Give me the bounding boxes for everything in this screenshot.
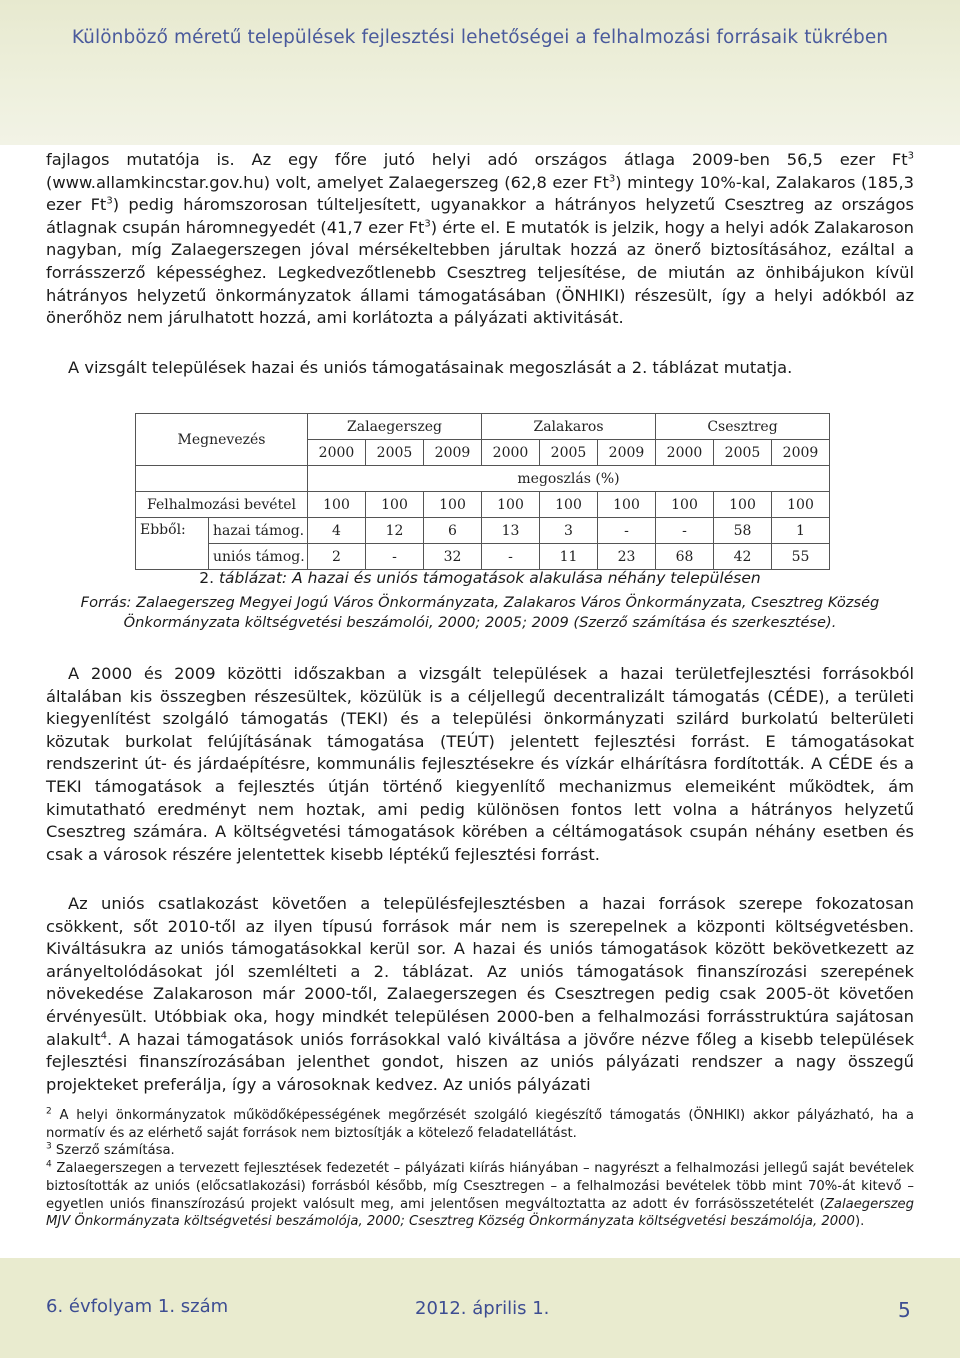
text-run: (www.allamkincstar.gov.hu) volt, amelyet Zalaegerszeg (62,8 ezer Ft [46, 172, 609, 192]
table-cell: 100 [366, 492, 424, 518]
table-cell: - [598, 518, 656, 544]
table-cell: 11 [540, 544, 598, 570]
footnote-ref: 3 [424, 218, 431, 230]
page-body [0, 145, 960, 1258]
table-year-cell: 2009 [424, 440, 482, 466]
footnote-number: 3 [46, 1142, 52, 1153]
footnote-number: 4 [46, 1159, 52, 1170]
running-title: Különböző méretű települések fejlesztési lehetőségei a felhalmozási forrásaik tükrében [71, 27, 889, 48]
table-cell: 6 [424, 518, 482, 544]
footnotes [46, 1107, 914, 1231]
paragraph-2: A vizsgált települések hazai és uniós támogatásainak megoszlását a 2. táblázat mutatja. [68, 358, 793, 377]
footnote-ref: 3 [106, 195, 113, 207]
table-row [136, 544, 830, 570]
table-town-header: Zalakaros [482, 414, 656, 440]
table-cell: 100 [482, 492, 540, 518]
table-source [46, 593, 914, 633]
footnote-ref: 4 [100, 1030, 108, 1042]
footnote-text: ). [854, 1214, 865, 1230]
paragraph-4 [46, 893, 914, 1096]
table-row [136, 518, 830, 544]
footnote-text: Zalaegerszegen a tervezett fejlesztések fedezetét – pályázati kiírás hiányában – nagyrészt a felhalmozási jellegű saját bevételek biztosították az uniós (előcsatlakozási) forrásból később, míg Csesztregen – a felhalmozási bevételek több mint 70%-át kitevő – egyetlen uniós finanszírozású projekt valósult meg, ami jelentősen megváltoztatta az adott év forrásösszetételét ( [46, 1161, 914, 1212]
source-text: Zalaegerszeg Megyei Jogú Város Önkormányzata, Zalakaros Város Önkormányzata, Csesztreg Község Önkormányzata költségvetési beszámolói, 2000; 2005; 2009 (Szerző számítása és szerkesztése). [123, 594, 880, 631]
table-row [136, 492, 830, 518]
text-run: ) érte el. E mutatók is jelzik, hogy a helyi adók Zalakaroson nagyban, míg Zalaegerszegen jóval mérsékeltebben járultak hozzá az önerő biztosításához, ezáltal a forrásszerző képességhez. Legkedvezőtlenebb Csesztreg teljesítése, de miután az önhibájukon kívül hátrányos helyzetű önkormányzatok állami támogatásában (ÖNHIKI) részesült, így a helyi adókból az önerőhöz nem járulhatott hozzá, ami korlátozta a pályázati aktivitását. [46, 217, 914, 328]
footnote-text: A helyi önkormányzatok működőképességének megőrzését szolgáló kiegészítő támogatás (ÖNHIKI) akkor pályázható, ha a normatív és az elérhető saját források nem biztosítják a kötelező feladatellátást. [46, 1108, 914, 1141]
table-year-cell: 2000 [656, 440, 714, 466]
footnote-ref: 3 [907, 150, 914, 162]
table-year-cell: 2000 [482, 440, 540, 466]
data-table [135, 413, 830, 570]
paragraph-1 [46, 149, 914, 330]
table-cell: 32 [424, 544, 482, 570]
table-caption [46, 569, 914, 587]
table-cell: 68 [656, 544, 714, 570]
table-year-cell: 2005 [714, 440, 772, 466]
text-run: Az uniós csatlakozást követően a településfejlesztésben a hazai források szerepe fokozatosan csökkent, sőt 2010-től az ilyen típusú források már nem is szerepelnek a központi költségvetésben. Kiváltásukra az uniós támogatásokkal kerül sor. A hazai és uniós támogatások között bekövetkezett az arányeltolódásokat jól szemlélteti a 2. táblázat. Az uniós támogatások finanszírozási szerepének növekedése Zalakaroson már 2000-től, Zalaegerszegen és Csesztregen pedig csak 2005-öt követően érvényesült. Utóbbiak oka, hogy mindkét településen 2000-ben a felhalmozási forrásstruktúra sajátosan alakult [46, 894, 914, 1049]
table-cell: 100 [714, 492, 772, 518]
footnote-2 [46, 1107, 914, 1142]
table-cell: 100 [540, 492, 598, 518]
footnote-ref: 3 [608, 173, 616, 185]
paragraph-3: A 2000 és 2009 közötti időszakban a vizsgált települések a hazai területfejlesztési forrásokból általában kis összegben részesültek, közülük is a céljellegű decentralizált támogatás (CÉDE), a területi kiegyenlítést szolgáló támogatás (TEKI) és a települési önkormányzati szilárd burkolatú belterületi közutak burkolat felújításának támogatása (TEÚT) jelentett fejlesztési forrást. E támogatásokat rendszerint út- és járdaépítésre, kommunális fejlesztésekre és vízkár elhárításra fordították. A CÉDE és a TEKI támogatások a fejlesztés útján történő kiegyenlítő mechanizmus elemeiként működtek, ám kimutatható eredményt nem hoztak, ami pedig különösen fontos lett volna a hátrányos helyzetű Csesztreg számára. A költségvetési támogatások körében a céltámogatások csupán néhány esetben és csak a városok részére jelentettek kisebb léptékű fejlesztési forrást. [46, 664, 914, 864]
table-cell: - [656, 518, 714, 544]
footnote-number: 2 [46, 1106, 52, 1117]
footnote-3 [46, 1142, 914, 1160]
table-cell: 100 [598, 492, 656, 518]
table-cell: 1 [772, 518, 830, 544]
table-cell: 100 [656, 492, 714, 518]
table-cell: - [366, 544, 424, 570]
footnote-citation: Zalaegerszeg MJV Önkormányzata költségvetési beszámolója, 2000; Csesztreg Község Önkormányzata költségvetési beszámolója, 2000 [46, 1196, 914, 1230]
footnote-text: Szerző számítása. [51, 1143, 175, 1159]
table-town-header: Csesztreg [656, 414, 830, 440]
table-row-label: hazai támog. [209, 518, 308, 544]
table-year-cell: 2009 [598, 440, 656, 466]
page-number: 5 [898, 1298, 911, 1322]
footer-date: 2012. április 1. [415, 1298, 550, 1319]
table-cell: 12 [366, 518, 424, 544]
table-cell: 42 [714, 544, 772, 570]
table-of-which-label: Ebből: [136, 518, 209, 570]
table-town-header: Zalaegerszeg [308, 414, 482, 440]
text-run: ) pedig háromszorosan túlteljesített, ugyanakkor a hátrányos helyzetű Csesztreg az országos átlagnak csupán háromnegyedét (41,7 ezer Ft [46, 195, 914, 237]
table-cell: 55 [772, 544, 830, 570]
table-row-label: Felhalmozási bevétel [136, 492, 308, 518]
table-cell: 100 [424, 492, 482, 518]
text-run: . A hazai támogatások uniós forrásokkal való kiváltása a jövőre nézve főleg a kisebb települések fejlesztési finanszírozásában jelenthet gondot, hiszen az uniós pályázati rendszer a nagy összegű projekteket preferálja, így a városoknak kedvez. Az uniós pályázati [46, 1029, 914, 1094]
caption-number: 2. [199, 569, 219, 587]
table-cell: - [482, 544, 540, 570]
table-cell: 100 [772, 492, 830, 518]
source-label: Forrás: [80, 594, 132, 611]
table-year-cell: 2005 [366, 440, 424, 466]
caption-text: táblázat: A hazai és uniós támogatások alakulása néhány településen [218, 569, 761, 587]
text-run: ) mintegy 10%-kal, Zalakaros (185,3 ezer Ft [46, 172, 914, 215]
table-cell: 13 [482, 518, 540, 544]
table-year-cell: 2000 [308, 440, 366, 466]
text-run: fajlagos mutatója is. Az egy főre jutó helyi adó országos átlaga 2009-ben 56,5 ezer Ft [46, 150, 908, 169]
table-cell: 4 [308, 518, 366, 544]
table-cell: 2 [308, 544, 366, 570]
table-year-cell: 2009 [772, 440, 830, 466]
page-header [0, 0, 960, 145]
table-row-label: uniós támog. [209, 544, 308, 570]
page-footer [0, 1258, 960, 1358]
table-year-cell: 2005 [540, 440, 598, 466]
table-header-cell: Megnevezés [136, 414, 308, 466]
table-cell: 3 [540, 518, 598, 544]
table-cell: 23 [598, 544, 656, 570]
table-cell: 58 [714, 518, 772, 544]
footnote-4 [46, 1160, 914, 1231]
table-unit-cell: megoszlás (%) [308, 466, 830, 492]
table-cell [136, 466, 308, 492]
footer-volume: 6. évfolyam 1. szám [46, 1296, 229, 1317]
table-cell: 100 [308, 492, 366, 518]
